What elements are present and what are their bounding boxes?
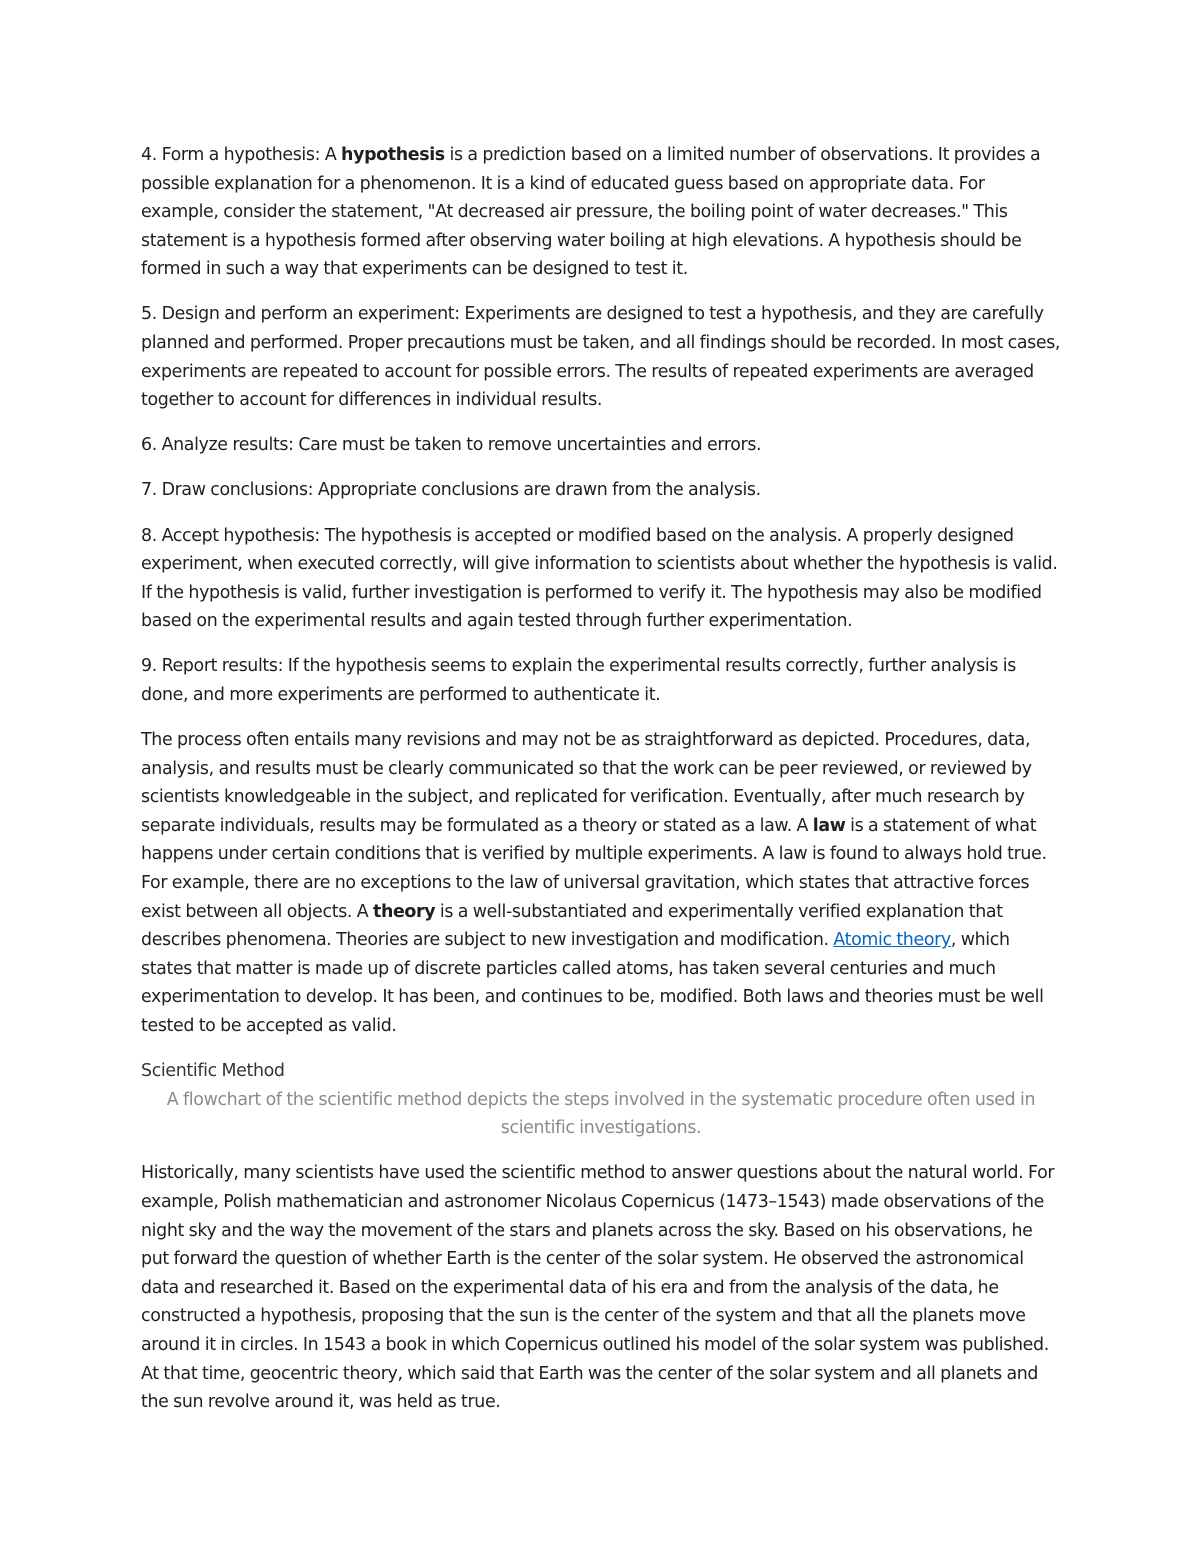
step-8-paragraph: 8. Accept hypothesis: The hypothesis is accepted or modified based on the analysis. A properly designed experiment, when executed correctly, will give information to scientists about whether the hypothesis is valid. If the hypothesis is valid, further investigation is performed to verify it. The hypothesis may also be modified based on the experimental results and again tested through further experimentation. bbox=[141, 525, 1058, 632]
atomic-theory-link[interactable]: Atomic theory bbox=[833, 930, 951, 951]
step-4-lead: 4. Form a hypothesis: A bbox=[141, 145, 342, 165]
process-text-1: The process often entails many revisions and may not be as straightforward as depicted. Procedures, data, analysis, and results must be clearly communicated so that the work can be peer reviewed, or reviewed by scientists knowledgeable in the subject, and replicated for verification. Eventually, after much research by separate individuals, results may be formulated as a theory or stated as a law. A bbox=[141, 730, 1032, 836]
flowchart-caption: A flowchart of the scientific method depicts the steps involved in the systematic procedure often used in scientific investigations. bbox=[166, 1089, 1036, 1139]
document-page bbox=[141, 141, 1061, 1433]
process-text-2: is a statement of what happens under certain conditions that is verified by multiple experiments. A law is found to always hold true. For example, there are no exceptions to the law of universal gravitation, which states that attractive forces exist between all objects. A bbox=[141, 815, 1047, 922]
step-4-text: is a prediction based on a limited number of observations. It provides a possible explanation for a phenomenon. It is a kind of educated guess based on appropriate data. For example, consider the statement, "At decreased air pressure, the boiling point of water decreases." This statement is a hypothesis formed after observing water boiling at high elevations. A hypothesis should be formed in such a way that experiments can be designed to test it. bbox=[141, 145, 1041, 280]
step-7-paragraph: 7. Draw conclusions: Appropriate conclusions are drawn from the analysis. bbox=[141, 480, 761, 501]
law-term: law bbox=[812, 815, 846, 836]
step-6-paragraph: 6. Analyze results: Care must be taken to remove uncertainties and errors. bbox=[141, 435, 762, 456]
process-paragraph bbox=[141, 726, 1061, 1041]
theory-term: theory bbox=[372, 901, 436, 922]
history-paragraph: Historically, many scientists have used the scientific method to answer questions about the natural world. For example, Polish mathematician and astronomer Nicolaus Copernicus (1473–1543) made observations of the night sky and the way the movement of the stars and planets across the sky. Based on his observations, he put forward the question of whether Earth is the center of the solar system. He observed the astronomical data and researched it. Based on the experimental data of his era and from the analysis of the data, he constructed a hypothesis, proposing that the sun is the center of the system and that all the planets move around it in circles. In 1543 a book in which Copernicus outlined his model of the solar system was published. At that time, geocentric theory, which said that Earth was the center of the solar system and all planets and the sun revolve around it, was held as true. bbox=[141, 1163, 1055, 1413]
process-text-4: , which states that matter is made up of discrete particles called atoms, has taken several centuries and much experimentation to develop. It has been, and continues to be, modified. Both laws and theories must be well tested to be accepted as valid. bbox=[141, 930, 1044, 1037]
hypothesis-term: hypothesis bbox=[341, 145, 445, 165]
step-4-paragraph bbox=[141, 141, 1061, 284]
step-5-paragraph: 5. Design and perform an experiment: Experiments are designed to test a hypothesis, and they are carefully planned and performed. Proper precautions must be taken, and all findings should be recorded. In most cases, experiments are repeated to account for possible errors. The results of repeated experiments are averaged together to account for differences in individual results. bbox=[141, 304, 1061, 411]
step-9-paragraph: 9. Report results: If the hypothesis seems to explain the experimental results correctly, further analysis is done, and more experiments are performed to authenticate it. bbox=[141, 656, 1016, 705]
process-text-3: is a well-substantiated and experimentally verified explanation that describes phenomena. Theories are subject to new investigation and modification. bbox=[141, 901, 1003, 951]
scientific-method-heading: Scientific Method bbox=[141, 1061, 285, 1082]
